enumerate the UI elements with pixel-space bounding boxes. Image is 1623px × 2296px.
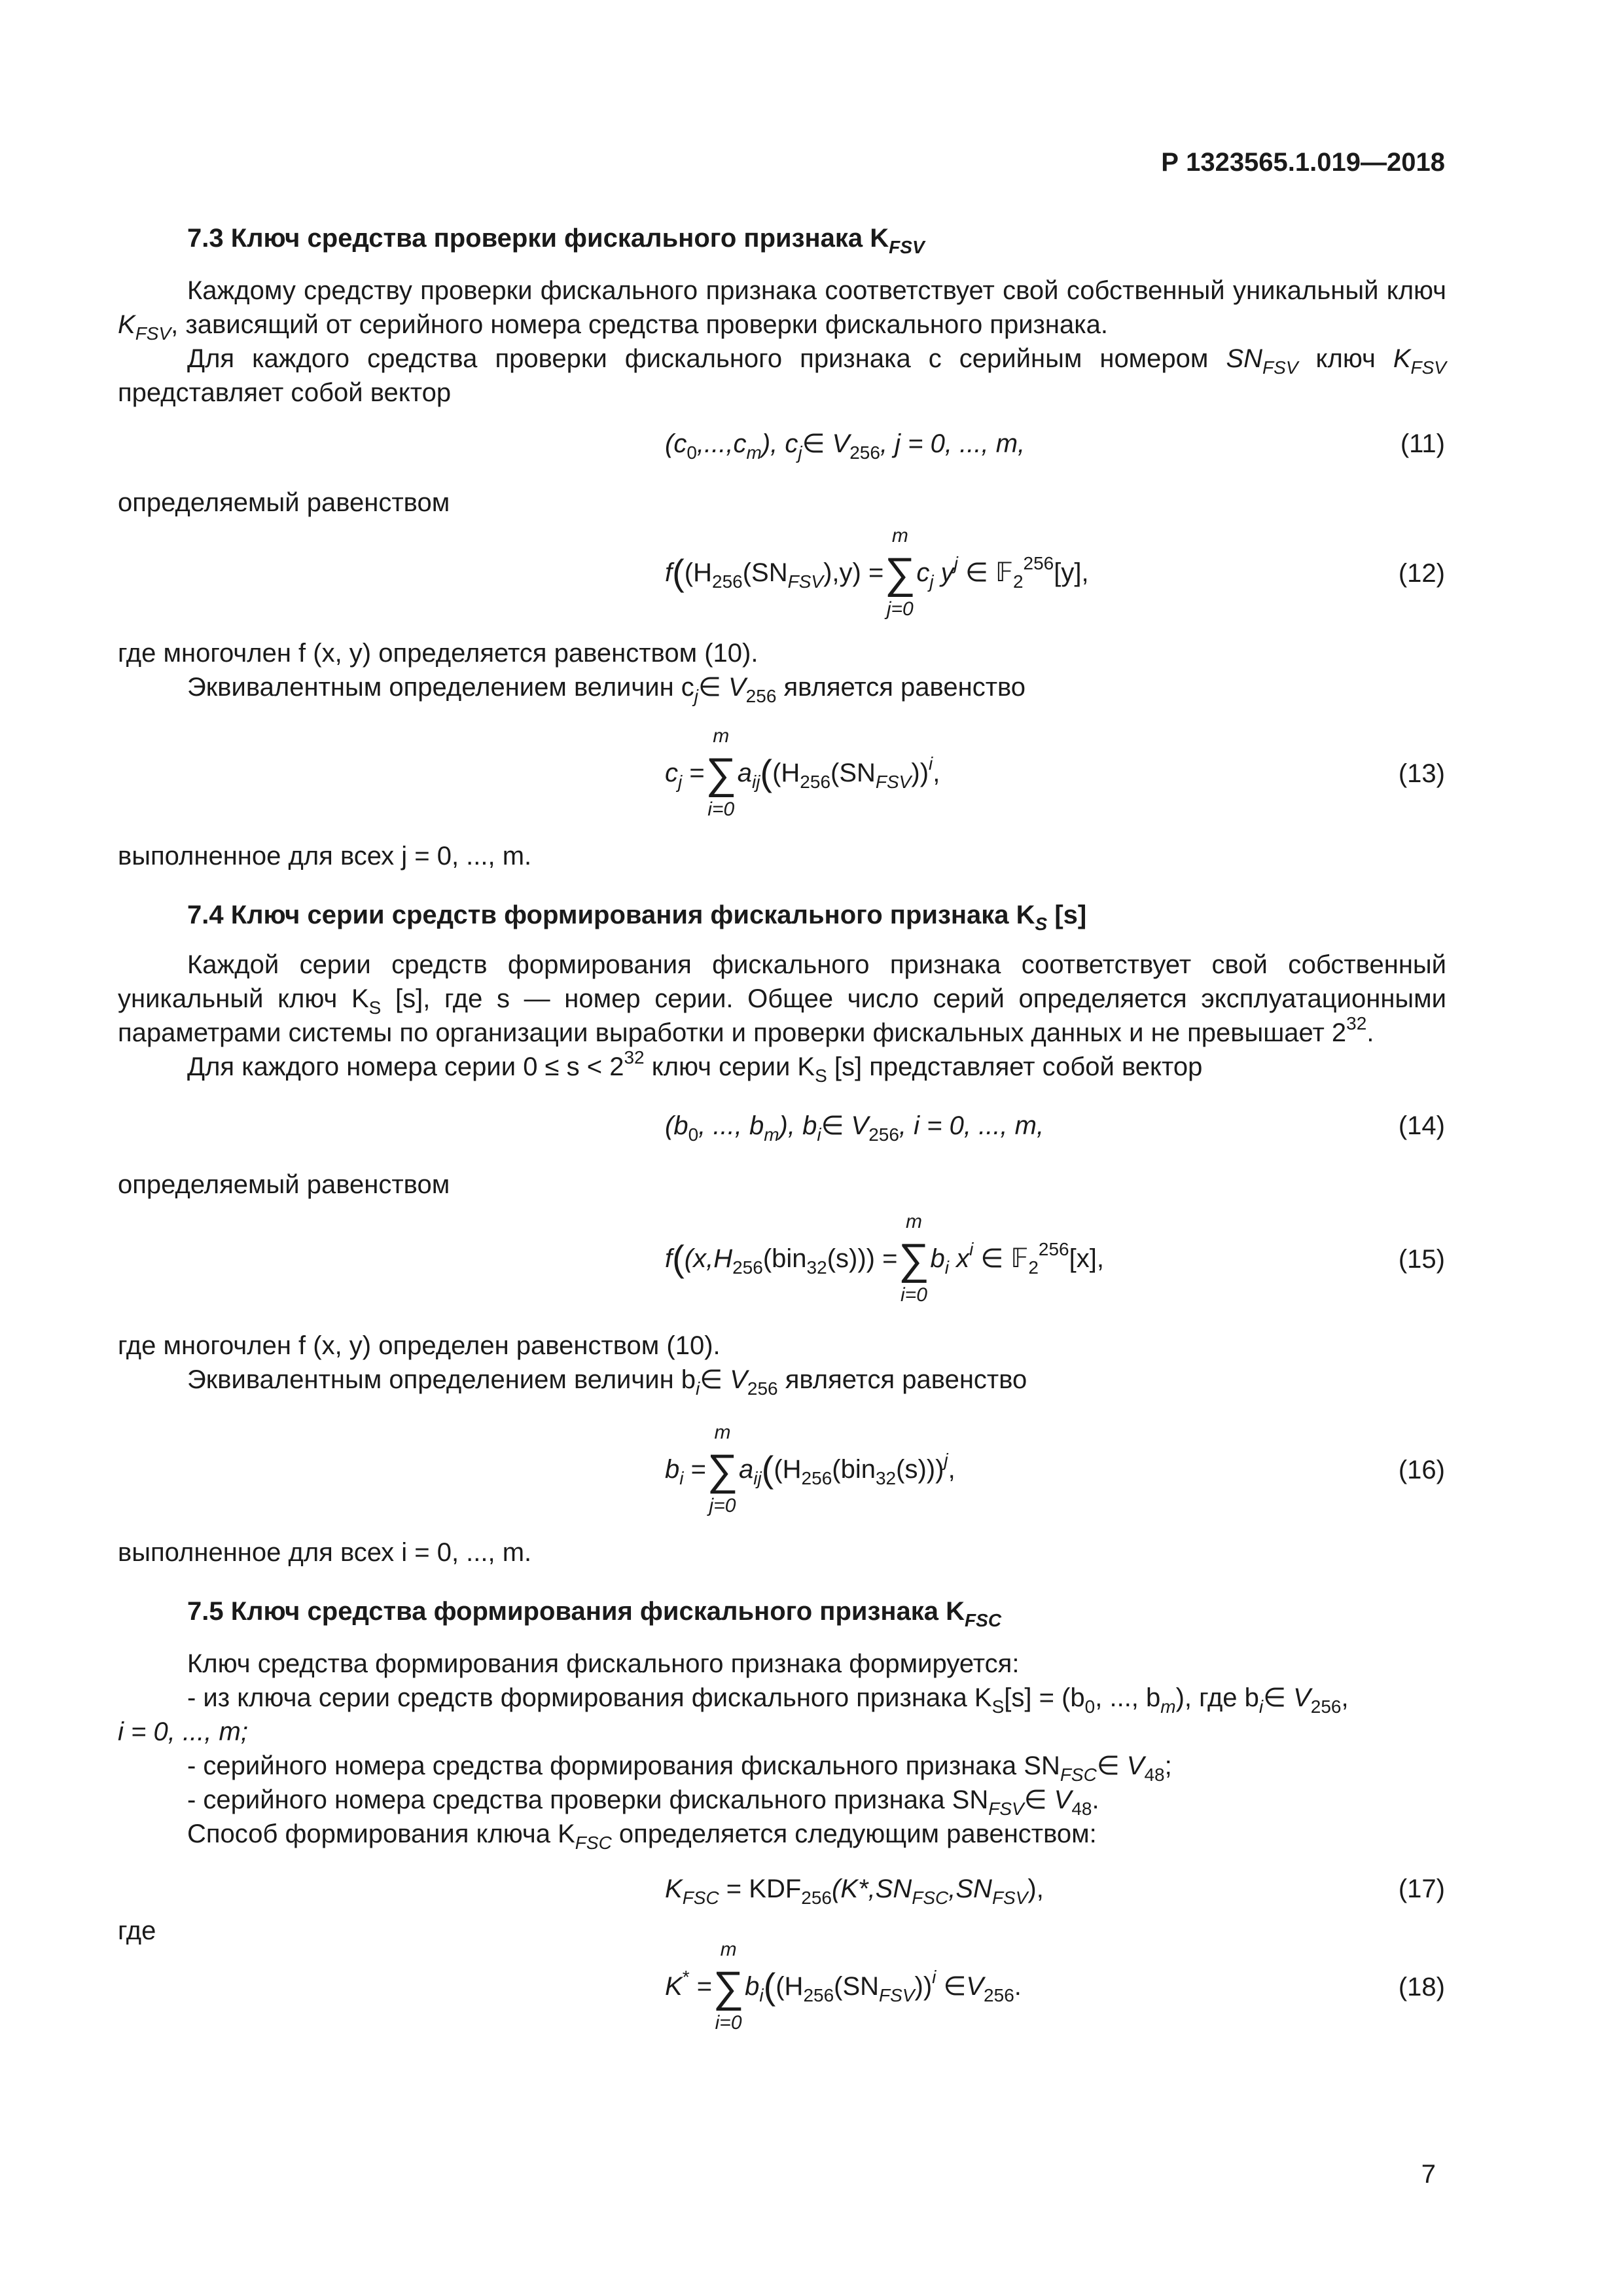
equation-13: $c_j$ = m ∑ i=0 $a_{ij}((H_{256}(SN_{FSV}))^i$, [665, 724, 940, 822]
summation-symbol: m ∑ i=0 [713, 1939, 744, 2034]
summation-symbol: m ∑ i=0 [898, 1211, 929, 1306]
equation-12-number: (12) [1398, 559, 1445, 588]
text-line: выполненное для всех j = 0, ..., m. [118, 842, 532, 870]
document-code: Р 1323565.1.019—2018 [1161, 148, 1445, 177]
text-line: определяемый равенством [118, 488, 450, 517]
summation-symbol: m ∑ j=0 [707, 1422, 738, 1517]
list-item: - из ключа серии средств формирования фискального признака $K_S[s] = (b_0$, ..., $b_m$), где $b_i\in$ $V_{256}$, [187, 1683, 1349, 1717]
summation-symbol: m ∑ j=0 [884, 525, 916, 620]
section-7-3-heading: 7.3 Ключ средства проверки фискального признака $K_{FSV}$ [187, 224, 925, 257]
page-number: 7 [1421, 2160, 1436, 2189]
equation-15-number: (15) [1398, 1245, 1445, 1274]
text-line: где [118, 1916, 156, 1945]
text-line: где многочлен f (x, y) определен равенством (10). [118, 1331, 721, 1360]
section-7-3-paragraph-2: Для каждого средства проверки фискального признака с серийным номером $SN_{FSV}$ ключ $K_{FSV}$ представляет собой вектор [118, 344, 1446, 407]
equation-17: $K_{FSC} = KDF_{256}(K*,SN_{FSC},SN_{FSV})$, [665, 1874, 1044, 1908]
text-line: Способ формирования ключа $K_{FSC}$ определяется следующим равенством: [187, 1820, 1097, 1853]
text-line: Эквивалентным определением величин $b_i\in$ $V_{256}$ является равенство [187, 1365, 1027, 1399]
section-7-4-paragraph-1: Каждой серии средств формирования фискального признака соответствует свой собственный уникальный ключ $K_S$ [s], где s — номер серии. Общее число серий определяется эксплуатационными параметрами системы по организации выработки и проверки фискальных данных и не превышает $2^{32}$. [118, 950, 1447, 1047]
equation-18: K* = m ∑ i=0 $b_i((H_{256}(SN_{FSV}))^i$ $\in V_{256}$. [665, 1937, 1022, 2036]
list-item: - серийного номера средства проверки фискального признака $SN_{FSV}\in$ $V_{48}$. [187, 1785, 1099, 1819]
text-line: определяемый равенством [118, 1170, 450, 1199]
equation-11-number: (11) [1400, 429, 1445, 458]
equation-16-number: (16) [1398, 1456, 1445, 1484]
section-7-4-heading: 7.4 Ключ серии средств формирования фискального признака $K_S$ [s] [187, 901, 1087, 934]
text-line: где многочлен f (x, y) определяется равенством (10). [118, 639, 758, 668]
list-item: - серийного номера средства формирования фискального признака $SN_{FSC}\in$ $V_{48}$; [187, 1751, 1172, 1785]
section-7-3-paragraph-1: Каждому средству проверки фискального признака соответствует свой собственный уникальный ключ $K_{FSV}$, зависящий от серийного номера средства проверки фискального признака. [118, 276, 1446, 344]
text-line: Эквивалентным определением величин $c_j\in$ $V_{256}$ является равенство [187, 673, 1026, 706]
equation-13-number: (13) [1398, 759, 1445, 788]
equation-17-number: (17) [1398, 1874, 1445, 1903]
equation-14-number: (14) [1398, 1111, 1445, 1140]
equation-15: $f((x,H_{256}(bin_{32}(s)))$ = m ∑ i=0 $b_i$ $x^i$ ∈ 𝔽$_2^{256}$[x], [665, 1210, 1104, 1308]
equation-11: $(c_0,...,c_m)$, $c_j\in$ $V_{256}$, j = 0, ..., m, [665, 429, 1026, 463]
text-line: i = 0, ..., m; [118, 1717, 248, 1746]
text-line: Ключ средства формирования фискального признака формируется: [187, 1649, 1020, 1678]
equation-16: $b_i$ = m ∑ j=0 $a_{ij}((H_{256}(bin_{32}(s)))^j$, [665, 1420, 955, 1518]
section-7-5-heading: 7.5 Ключ средства формирования фискального признака $K_{FSC}$ [187, 1597, 1002, 1630]
equation-12: $f((H_{256}(SN_{FSV}),y)$ = m ∑ j=0 $c_j$ $y^j$ ∈ 𝔽$_2^{256}$[y], [665, 524, 1089, 622]
summation-symbol: m ∑ i=0 [705, 725, 737, 821]
text-line: выполненное для всех i = 0, ..., m. [118, 1538, 532, 1567]
equation-18-number: (18) [1398, 1973, 1445, 2001]
text-line: Для каждого номера серии $0 \le s < 2^{32}$ ключ серии $K_S$ [s] представляет собой вектор [187, 1047, 1203, 1086]
equation-14: ($b_0$, ..., $b_m$), $b_i\in$ $V_{256}$, i = 0, ..., m, [665, 1111, 1044, 1145]
